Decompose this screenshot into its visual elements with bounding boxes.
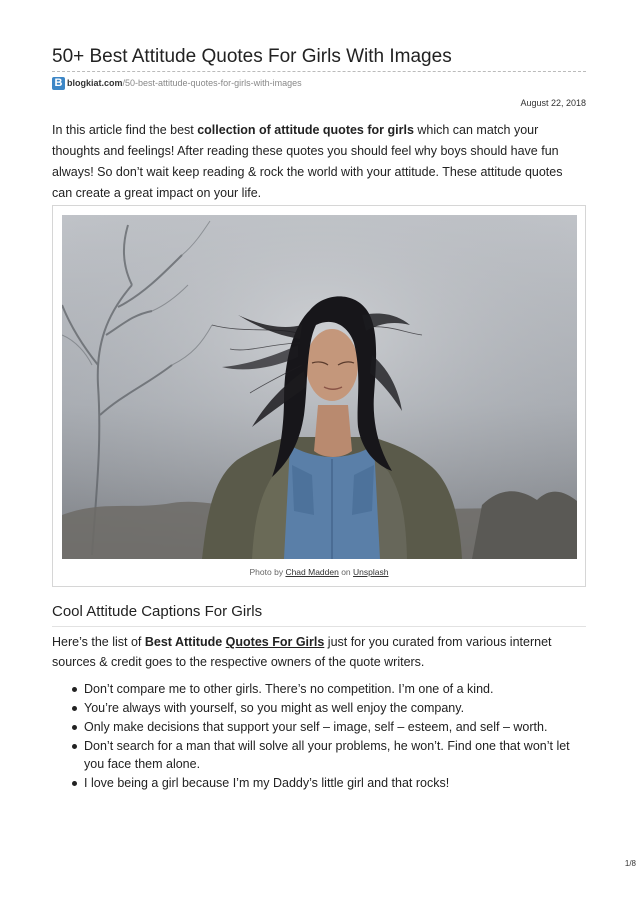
article-figure: [52, 205, 586, 587]
photo-caption: [53, 567, 585, 577]
list-item: Don’t search for a man that will solve all your problems, he won’t. Find one that won’t let you face them alone.: [52, 737, 586, 773]
quotes-list: [52, 680, 586, 793]
section-bold-phrase: Best Attitude: [144, 635, 226, 649]
intro-text-end: which can match your thoughts and feelings! After reading these quotes you should feel why boys should have fun always! So don’t wait keep reading & rock the world with your attitude. These attitude quotes can create a great impact on your life.: [52, 123, 563, 200]
caption-mid: on: [338, 567, 354, 577]
source-domain[interactable]: blogkiat.com: [67, 78, 123, 88]
source-path[interactable]: /50-best-attitude-quotes-for-girls-with-images: [122, 78, 302, 88]
section-text-start: Here’s the list of: [52, 635, 145, 649]
list-item: Don’t compare me to other girls. There’s no competition. I’m one of a kind.: [52, 680, 586, 698]
intro-paragraph: [52, 120, 586, 204]
unsplash-link[interactable]: Unsplash: [353, 567, 389, 577]
article-title: 50+ Best Attitude Quotes For Girls With Images: [52, 46, 452, 67]
list-item: You’re always with yourself, so you might as well enjoy the company.: [52, 699, 586, 717]
list-item: I love being a girl because I’m my Daddy’s little girl and that rocks!: [52, 774, 586, 792]
blog-logo-icon: B: [52, 77, 65, 90]
title-divider: [52, 71, 586, 72]
photo-illustration: [62, 215, 577, 559]
girl-photo-image: [62, 215, 577, 559]
section-text-end: just for you curated from various internet sources & credit goes to the respective owners of the quote writers.: [52, 635, 552, 669]
list-item: Only make decisions that support your self – image, self – esteem, and self – worth.: [52, 718, 586, 736]
intro-bold-phrase: collection of attitude quotes for girls: [197, 123, 414, 137]
page-number: 1/8: [624, 859, 636, 868]
intro-text-start: In this article find the best: [52, 123, 198, 137]
section-heading: Cool Attitude Captions For Girls: [52, 603, 263, 620]
article-date: August 22, 2018: [520, 98, 586, 108]
photographer-link[interactable]: Chad Madden: [285, 567, 339, 577]
source-line: [52, 76, 302, 90]
quotes-for-girls-link[interactable]: Quotes For Girls: [225, 635, 325, 649]
section-divider: [52, 626, 586, 627]
caption-prefix: Photo by: [249, 567, 286, 577]
section-paragraph: [52, 632, 586, 672]
